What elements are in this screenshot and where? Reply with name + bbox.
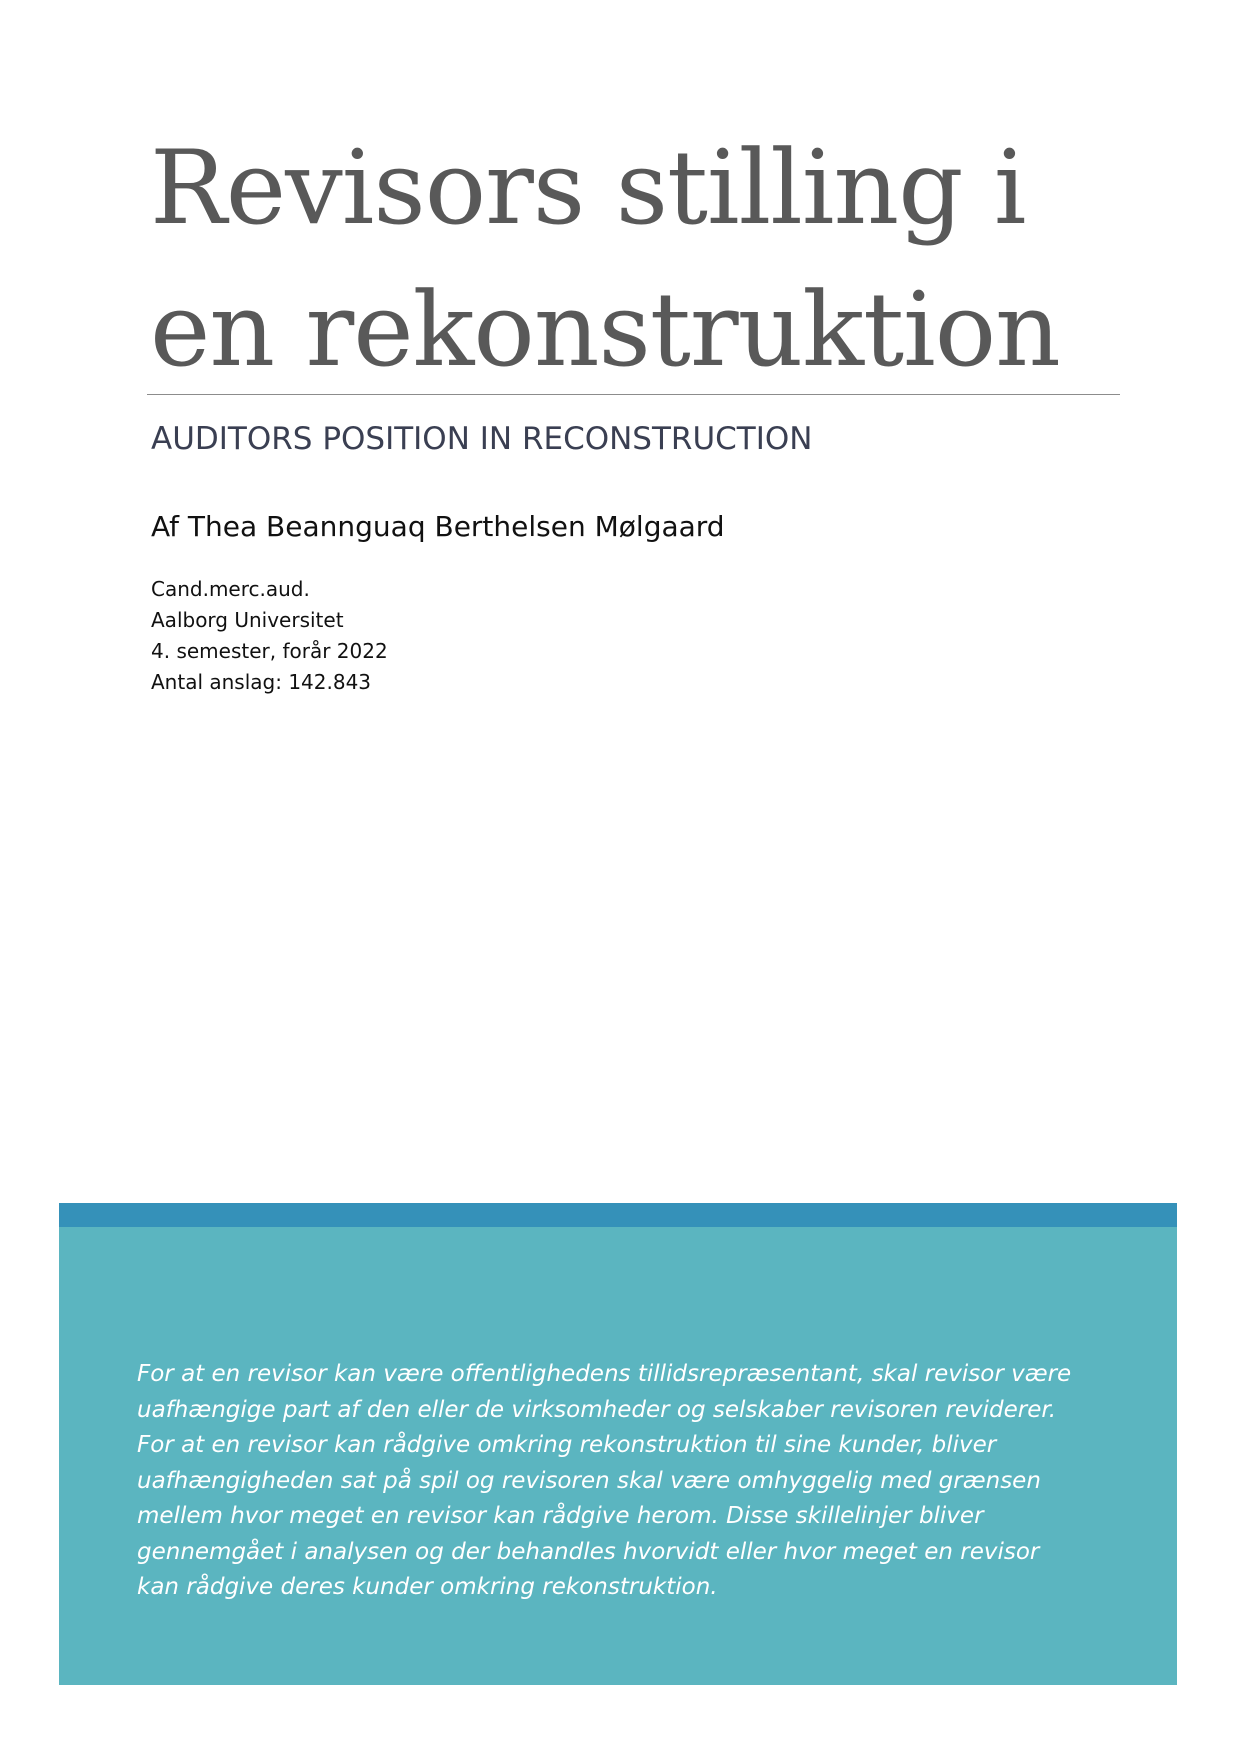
abstract-accent-band [59, 1203, 1177, 1227]
abstract-text [137, 1357, 1127, 1606]
author-line: Af Thea Beannguaq Berthelsen Mølgaard [151, 510, 725, 543]
abstract-line: mellem hvor meget en revisor kan rådgive herom. Disse skillelinjer bliver [137, 1503, 984, 1529]
abstract-line: uafhængigheden sat på spil og revisoren skal være omhyggelig med grænsen [137, 1467, 1041, 1494]
abstract-line: For at en revisor kan være offentlighedens tillidsrepræsentant, skal revisor være [137, 1361, 1072, 1387]
abstract-line: kan rådgive deres kunder omkring rekonstruktion. [137, 1574, 718, 1600]
document-title [150, 118, 1130, 402]
meta-semester: 4. semester, forår 2022 [151, 639, 388, 663]
meta-program: Cand.merc.aud. [151, 577, 310, 601]
abstract-line: uafhængige part af den eller de virksomheder og selskaber revisoren reviderer. [137, 1396, 1057, 1423]
title-line-2: en rekonstruktion [150, 271, 1060, 390]
meta-character-count: Antal anslag: 142.843 [151, 670, 372, 694]
abstract-line: For at en revisor kan rådgive omkring rekonstruktion til sine kunder, bliver [137, 1432, 997, 1458]
abstract-box [59, 1227, 1177, 1685]
document-subtitle: AUDITORS POSITION IN RECONSTRUCTION [151, 421, 813, 457]
title-line-1: Revisors stilling i [150, 129, 1026, 248]
document-meta [151, 574, 388, 698]
meta-university: Aalborg Universitet [151, 608, 344, 632]
title-divider [147, 394, 1120, 395]
abstract-line: gennemgået i analysen og der behandles hvorvidt eller hvor meget en revisor [137, 1538, 1040, 1565]
